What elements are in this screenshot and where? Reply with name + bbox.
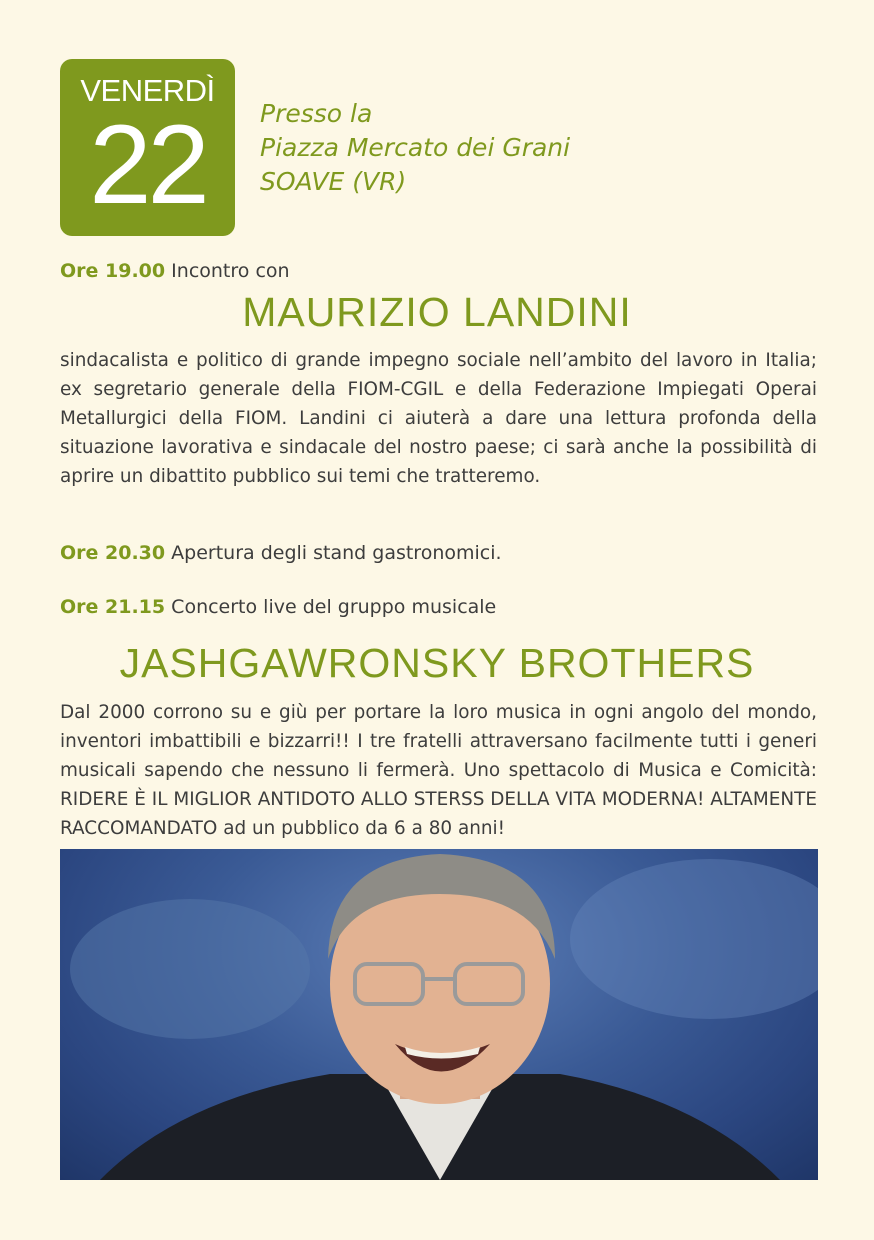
event3-line	[60, 596, 496, 618]
event1-time: Ore 19.00	[60, 260, 166, 282]
event2-text: Apertura degli stand gastronomici.	[171, 542, 502, 564]
event1-line	[60, 260, 290, 282]
guest-photo	[60, 849, 818, 1180]
guest-description: sindacalista e politico di grande impegno sociale nell’ambito del lavoro in Italia; ex segretario generale della FIOM-CGIL e della Federazione Impiegati Operai Metallurgici della FIOM. Landini ci aiuterà a dare una lettura profonda della situazione lavorativa e sindacale del nostro paese; ci sarà anche la possibilità di aprire un dibattito pubblico sui temi che tratteremo.	[60, 350, 817, 487]
date-day: 22	[89, 102, 206, 227]
venue-block	[260, 97, 570, 199]
event1-intro: Incontro con	[171, 260, 290, 282]
date-badge	[60, 59, 235, 236]
band-name: JASHGAWRONSKY BROTHERS	[119, 640, 755, 686]
band-description: Dal 2000 corrono su e giù per portare la loro musica in ogni angolo del mondo, inventori imbattibili e bizzarri!! I tre fratelli attraversano facilmente tutti i generi musicali sapendo che nessuno li fermerà. Uno spettacolo di Musica e Comicità: RIDERE È IL MIGLIOR ANTIDOTO ALLO STERSS DELLA VITA MODERNA! ALTAMENTE RACCOMANDATO ad un pubblico da 6 a 80 anni!	[60, 702, 817, 839]
event3-time: Ore 21.15	[60, 596, 166, 618]
date-weekday: VENERDÌ	[80, 73, 215, 108]
venue-line: Presso la	[260, 99, 373, 128]
event2-time: Ore 20.30	[60, 542, 166, 564]
venue-line: Piazza Mercato dei Grani	[260, 133, 571, 162]
portrait-illustration	[60, 849, 818, 1180]
guest-name: MAURIZIO LANDINI	[242, 289, 632, 335]
event3-intro: Concerto live del gruppo musicale	[171, 596, 497, 618]
event2-line	[60, 542, 502, 564]
venue-line: SOAVE (VR)	[260, 167, 407, 196]
